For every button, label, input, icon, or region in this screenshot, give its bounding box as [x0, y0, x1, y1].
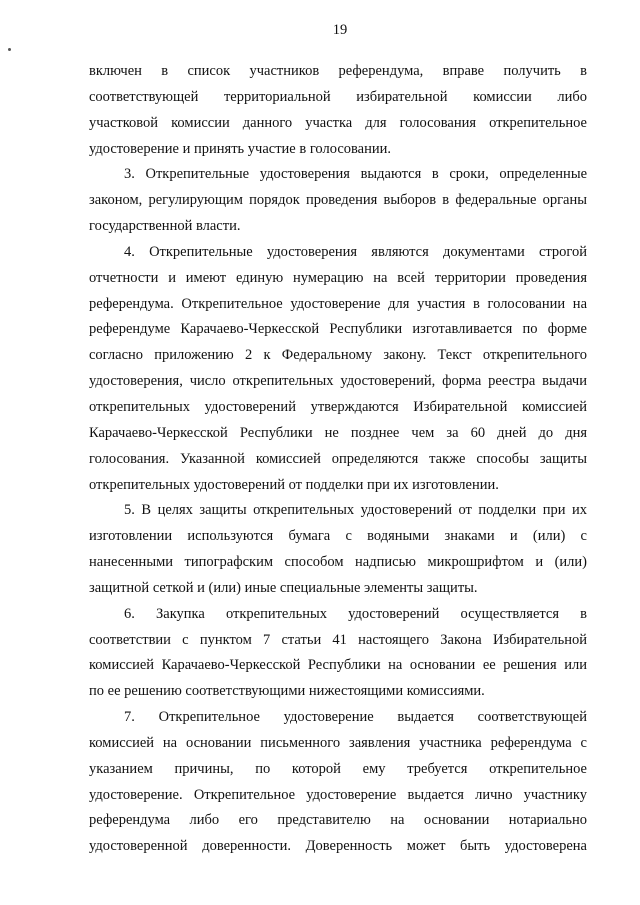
paragraph-7 [89, 705, 587, 860]
paragraph-3 [89, 162, 587, 240]
text-line: удостоверение и принять участие в голосовании. [89, 140, 391, 157]
text-line: Карачаево-Черкесской Республики не позднее чем за 60 дней до дня [89, 424, 587, 441]
text-line: включен в список участников референдума, вправе получить в [89, 63, 587, 79]
text-line: 5. В целях защиты открепительных удостоверений от подделки при их [124, 502, 587, 519]
text-line: комиссией Карачаево-Черкесской Республики на основании ее решения или [89, 657, 587, 674]
paragraph-continued [89, 59, 587, 162]
text-line: удостоверения, число открепительных удостоверений, форма реестра выдачи [89, 373, 587, 390]
paragraph-4 [89, 240, 587, 498]
text-line: удостоверенной доверенности. Доверенность может быть удостоверена [89, 838, 587, 855]
text-line: указанием причины, по которой ему требуется открепительное [89, 760, 587, 777]
text-line: согласно приложению 2 к Федеральному закону. Текст открепительного [89, 347, 587, 364]
text-line: референдуме Карачаево-Черкесской Республики изготавливается по форме [89, 321, 587, 338]
text-line: референдума. Открепительное удостоверение для участия в голосовании на [89, 295, 587, 312]
text-line: 4. Открепительные удостоверения являются документами строгой [124, 243, 587, 260]
page-number: 19 [332, 22, 348, 38]
text-line: 3. Открепительные удостоверения выдаются в сроки, определенные [124, 166, 587, 183]
text-line: комиссией на основании письменного заявления участника референдума с [89, 734, 587, 751]
text-line: удостоверение. Открепительное удостоверение выдается лично участнику [89, 786, 587, 803]
text-line: открепительных удостоверений от подделки при их изготовлении. [89, 476, 499, 493]
text-line: 6. Закупка открепительных удостоверений осуществляется в [124, 605, 587, 622]
text-line: участковой комиссии данного участка для голосования открепительное [89, 114, 587, 131]
paragraph-5 [89, 498, 587, 601]
text-line: защитной сеткой и (или) иные специальные элементы защиты. [89, 579, 478, 596]
text-line: законом, регулирующим порядок проведения выборов в федеральные органы [89, 192, 587, 209]
text-line: голосования. Указанной комиссией определяются также способы защиты [89, 450, 587, 467]
text-line: открепительных удостоверений утверждаются Избирательной комиссией [89, 398, 587, 415]
text-line: соответствии с пунктом 7 статьи 41 настоящего Закона Избирательной [89, 631, 587, 648]
text-line: изготовлении используются бумага с водяными знаками и (или) с [89, 528, 587, 545]
scan-speck [8, 48, 11, 51]
text-line: нанесенными типографским способом надписью микрошрифтом и (или) [89, 554, 587, 571]
paragraph-6 [89, 602, 587, 705]
text-line: референдума либо его представителю на основании нотариально [89, 812, 587, 829]
text-line: 7. Открепительное удостоверение выдается соответствующей [124, 709, 587, 726]
text-line: отчетности и имеют единую нумерацию на всей территории проведения [89, 269, 587, 286]
text-line: по ее решению соответствующими нижестоящими комиссиями. [89, 683, 485, 700]
text-line: государственной власти. [89, 218, 241, 235]
text-line: соответствующей территориальной избирательной комиссии либо [89, 88, 587, 105]
document-body [89, 59, 587, 860]
